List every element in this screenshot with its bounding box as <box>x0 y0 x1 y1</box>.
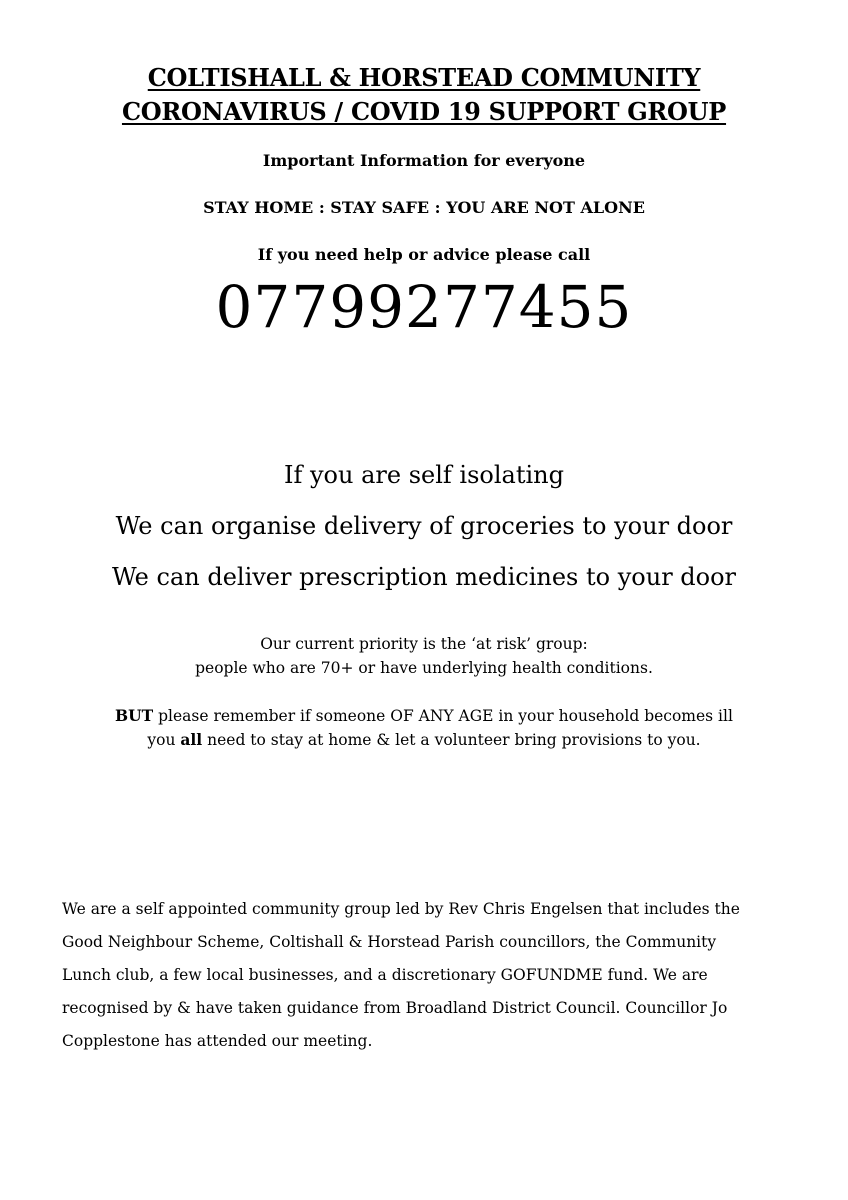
reminder-line-2-text: need to stay at home & let a volunteer bring provisions to you. <box>202 731 701 749</box>
phone-number: 07799277455 <box>215 273 633 341</box>
slogan: STAY HOME : STAY SAFE : YOU ARE NOT ALONE <box>203 198 645 217</box>
priority-line-2: people who are 70+ or have underlying health conditions. <box>195 659 653 677</box>
reminder-but: BUT <box>115 706 154 725</box>
page-title-line-1: COLTISHALL & HORSTEAD COMMUNITY <box>147 63 701 92</box>
about-line: Good Neighbour Scheme, Coltishall & Horstead Parish councillors, the Community <box>62 933 717 951</box>
service-line-self-isolating: If you are self isolating <box>284 461 564 489</box>
about-paragraph <box>62 893 802 1058</box>
priority-line-1: Our current priority is the ‘at risk’ group: <box>260 635 588 653</box>
help-prompt: If you need help or advice please call <box>257 245 591 264</box>
about-line: We are a self appointed community group led by Rev Chris Engelsen that includes the <box>62 900 740 918</box>
reminder-all: all <box>180 730 203 749</box>
reminder-line-1-text: please remember if someone OF ANY AGE in your household becomes ill <box>153 707 733 725</box>
service-line-groceries: We can organise delivery of groceries to your door <box>115 512 733 540</box>
reminder-line-2 <box>0 728 848 752</box>
about-line: Lunch club, a few local businesses, and a discretionary GOFUNDME fund. We are <box>62 966 708 984</box>
about-line: recognised by & have taken guidance from Broadland District Council. Councillor Jo <box>62 999 728 1017</box>
reminder-line-2-start: you <box>147 731 181 749</box>
reminder-line-1 <box>0 704 848 728</box>
important-info-heading: Important Information for everyone <box>262 151 586 170</box>
service-line-prescriptions: We can deliver prescription medicines to your door <box>111 563 737 591</box>
about-line: Copplestone has attended our meeting. <box>62 1032 373 1050</box>
page-title-line-2: CORONAVIRUS / COVID 19 SUPPORT GROUP <box>121 97 727 126</box>
